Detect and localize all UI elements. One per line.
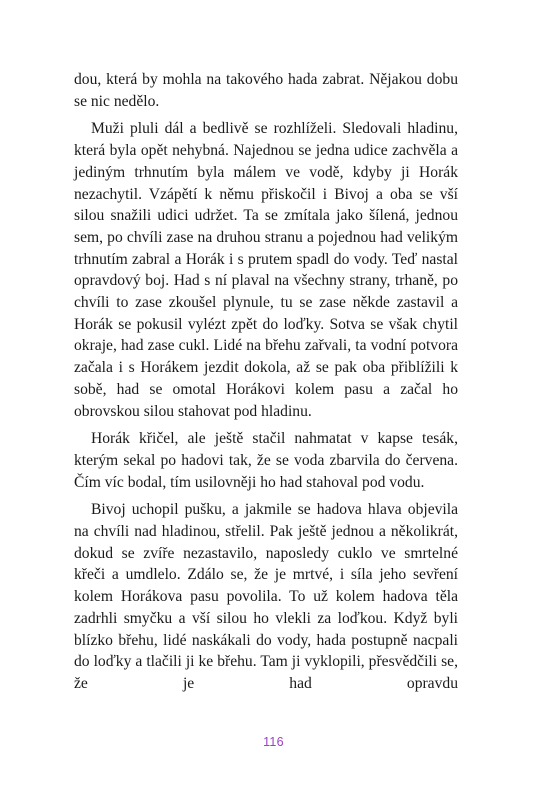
paragraph: dou, která by mohla na takového hada zabrat. Nějakou dobu se nic nedělo. (74, 71, 458, 110)
paragraph: Bivoj uchopil pušku, a jakmile se hadova hlava objevila na chvíli nad hladinou, střelil. Pak ještě jednou a několikrát, dokud se zvíře nezastavilo, naposledy cuklo ve smrtelné křeči a umdlelo. Zdálo se, že je mrtvé, i síla jeho sevření kolem Horákova pasu povolila. To už kolem hadova těla zadrhli smyčku a vší silou ho vlekli za loďkou. Když byli blízko břehu, lidé naskákali do vody, hada postupně nacpali do loďky a tlačili ji ke břehu. Tam ji vyklopili, přesvědčili se, že je had opravdu (74, 501, 458, 692)
page-number: 116 (263, 735, 284, 749)
paragraph: Horák křičel, ale ještě stačil nahmatat v kapse tesák, kterým sekal po hadovi tak, že se voda zbarvila do červena. Čím víc bodal, tím usilovněji ho had stahoval pod vodu. (74, 430, 458, 491)
body-text (74, 69, 458, 701)
paragraph: Muži pluli dál a bedlivě se rozhlíželi. Sledovali hladinu, která byla opět nehybná. Najednou se jedna udice zachvěla a jediným trhnutím byla málem ve vodě, kdyby ji Horák nezachytil. Vzápětí k němu přiskočil i Bivoj a oba se vší silou snažili udici udržet. Ta se zmítala jako šílená, jednou sem, po chvíli zase na druhou stranu a pojednou had velikým trhnutím zabral a Horák i s prutem spadl do vody. Teď nastal opravdový boj. Had s ní plaval na všechny strany, trhaně, po chvíli to zase zkoušel plynule, tu se zase někde zastavil a Horák se pokusil vylézt zpět do loďky. Sotva se však chytil okraje, had zase cukl. Lidé na břehu zařvali, ta vodní potvora začala i s Horákem jezdit dokola, až se pak oba přiblížili k sobě, had se omotal Horákovi kolem pasu a začal ho obrovskou silou stahovat pod hladinu. (74, 120, 458, 420)
